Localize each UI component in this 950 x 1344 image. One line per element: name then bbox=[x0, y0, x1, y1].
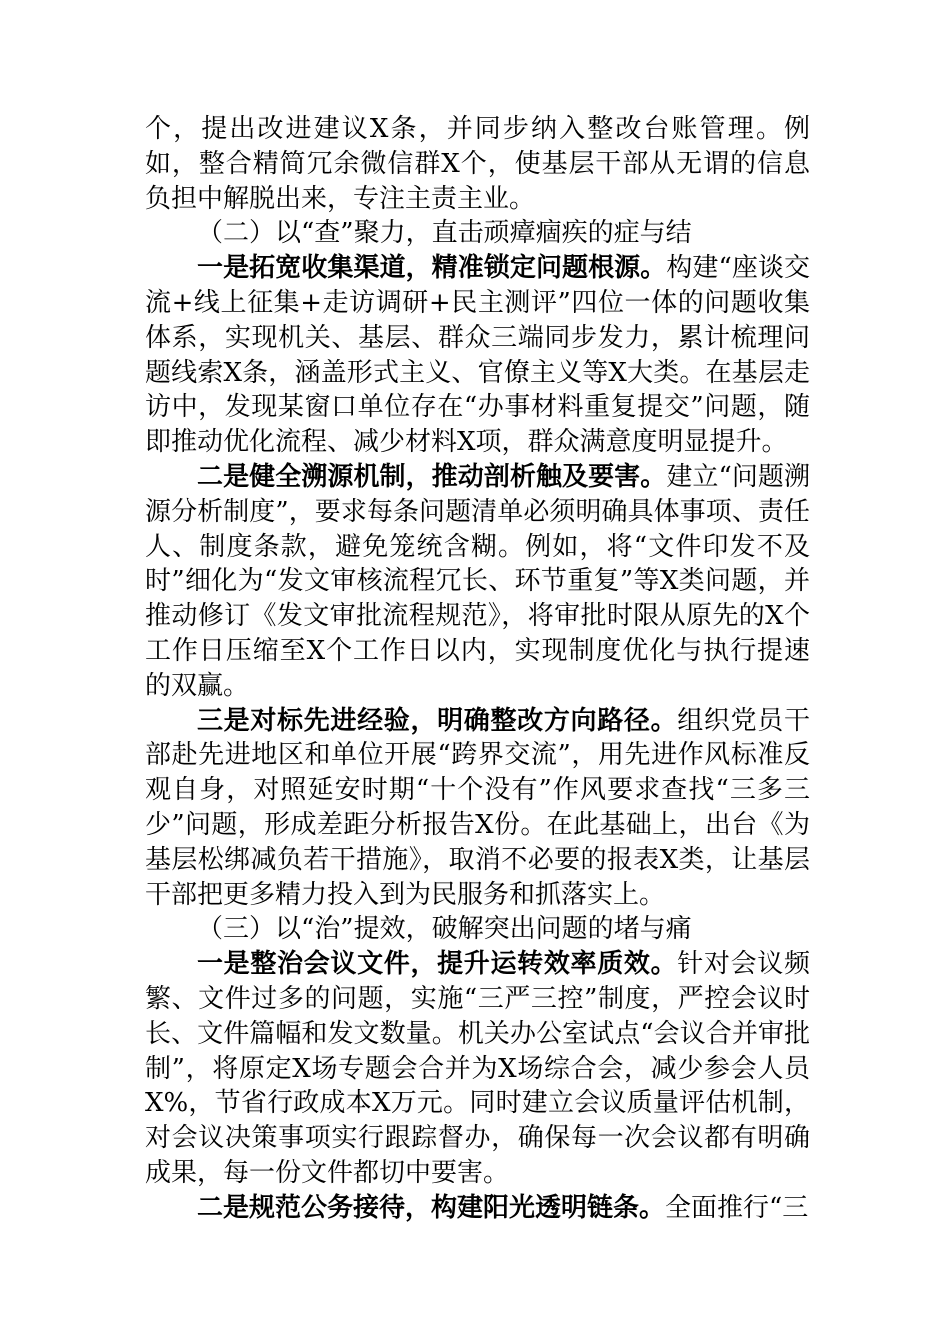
paragraph-point-1 bbox=[145, 947, 810, 1191]
section-heading-text: （二）以“查”聚力，直击顽瘴痼疾的症与结 bbox=[197, 218, 692, 249]
section-heading-3 bbox=[145, 912, 810, 947]
paragraph-point-1 bbox=[145, 251, 810, 460]
paragraph-point-2 bbox=[145, 1191, 810, 1226]
paragraph-text: 构建“座谈交流+线上征集+走访调研+民主测评”四位一体的问题收集体系，实现机关、基层、群众三端同步发力，累计梳理问题线索X条，涵盖形式主义、官僚主义等X大类。在基层走访中，发现某窗口单位存在“办事材料重复提交”问题，随即推动优化流程、减少材料X项，群众满意度明显提升。 bbox=[145, 253, 810, 458]
paragraph-lead: 三是对标先进经验，明确整改方向路径。 bbox=[197, 705, 678, 736]
section-heading-text: （三）以“治”提效，破解突出问题的堵与痛 bbox=[197, 914, 692, 945]
paragraph-continuation bbox=[145, 112, 810, 216]
paragraph-point-3 bbox=[145, 704, 810, 913]
paragraph-lead: 二是规范公务接待，构建阳光透明链条。 bbox=[197, 1192, 666, 1223]
paragraph-text: 个，提出改进建议X条，并同步纳入整改台账管理。例如，整合精简冗余微信群X个，使基层干部从无谓的信息负担中解脱出来，专注主责主业。 bbox=[145, 114, 810, 214]
paragraph-text: 针对会议频繁、文件过多的问题，实施“三严三控”制度，严控会议时长、文件篇幅和发文数量。机关办公室试点“会议合并审批制”，将原定X场专题会合并为X场综合会，减少参会人员X%，节省行政成本X万元。同时建立会议质量评估机制，对会议决策事项实行跟踪督办，确保每一次会议都有明确成果，每一份文件都切中要害。 bbox=[145, 949, 810, 1188]
section-heading-2 bbox=[145, 216, 810, 251]
paragraph-lead: 二是健全溯源机制，推动剖析触及要害。 bbox=[197, 461, 667, 492]
paragraph-text: 全面推行“三 bbox=[665, 1192, 809, 1223]
paragraph-lead: 一是整治会议文件，提升运转效率质效。 bbox=[197, 949, 678, 980]
paragraph-text: 建立“问题溯源分析制度”，要求每条问题清单必须明确具体事项、责任人、制度条款，避免笼统含糊。例如，将“文件印发不及时”细化为“发文审核流程冗长、环节重复”等X类问题，并推动修订《发文审批流程规范》，将审批时限从原先的X个工作日压缩至X个工作日以内，实现制度优化与执行提速的双赢。 bbox=[145, 461, 810, 701]
document-page bbox=[145, 112, 810, 1226]
paragraph-point-2 bbox=[145, 460, 810, 704]
paragraph-text: 组织党员干部赴先进地区和单位开展“跨界交流”，用先进作风标准反观自身，对照延安时期“十个没有”作风要求查找“三多三少”问题，形成差距分析报告X份。在此基础上，出台《为基层松绑减负若干措施》，取消不必要的报表X类，让基层干部把更多精力投入到为民服务和抓落实上。 bbox=[145, 705, 810, 910]
paragraph-lead: 一是拓宽收集渠道，精准锁定问题根源。 bbox=[197, 253, 667, 284]
